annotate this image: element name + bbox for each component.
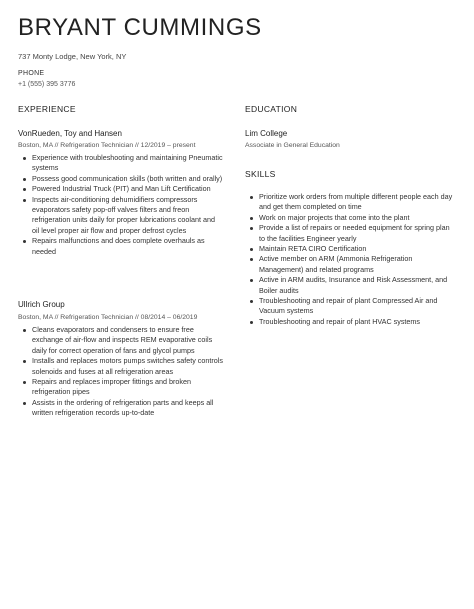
list-item: Assists in the ordering of refrigeration parts and keeps all written refrigeration records up-to-date xyxy=(18,398,223,419)
experience-heading: EXPERIENCE xyxy=(18,104,76,114)
list-item: Provide a list of repairs or needed equipment for spring plan to the facilities Engineer yearly xyxy=(245,223,455,244)
list-item: Repairs and replaces improper fittings and broken refrigeration pipes xyxy=(18,377,223,398)
list-item: Work on major projects that come into the plant xyxy=(245,213,455,223)
school-name: Lim College xyxy=(245,129,288,138)
job-bullet-list xyxy=(18,153,223,257)
list-item: Active member on ARM (Ammonia Refrigeration Management) and related programs xyxy=(245,254,455,275)
list-item: Cleans evaporators and condensers to ensure free exchange of air-flow and inspects REM evaporative coils daily for correct operation of fans and glycol pumps xyxy=(18,325,223,356)
list-item: Troubleshooting and repair of plant Compressed Air and Vacuum systems xyxy=(245,296,455,317)
skills-heading: SKILLS xyxy=(245,169,276,179)
list-item: Powered Industrial Truck (PIT) and Man Lift Certification xyxy=(18,184,223,194)
job-meta: Boston, MA // Refrigeration Technician // 12/2019 – present xyxy=(18,142,196,149)
phone-label: PHONE xyxy=(18,70,45,77)
job-bullet-list xyxy=(18,325,223,419)
phone-number: +1 (555) 395 3776 xyxy=(18,81,76,88)
list-item: Installs and replaces motors pumps switches safety controls solenoids and fuses at all refrigeration areas xyxy=(18,356,223,377)
list-item: Prioritize work orders from multiple different people each day and get them completed on time xyxy=(245,192,455,213)
degree: Associate in General Education xyxy=(245,142,340,149)
skills-list xyxy=(245,192,455,327)
list-item: Active in ARM audits, Insurance and Risk Assessment, and Boiler audits xyxy=(245,275,455,296)
list-item: Possess good communication skills (both written and orally) xyxy=(18,174,223,184)
job-company: VonRueden, Toy and Hansen xyxy=(18,129,122,138)
list-item: Maintain RETA CIRO Certification xyxy=(245,244,455,254)
address: 737 Monty Lodge, New York, NY xyxy=(18,52,127,61)
list-item: Troubleshooting and repair of plant HVAC systems xyxy=(245,317,455,327)
list-item: Repairs malfunctions and does complete overhauls as needed xyxy=(18,236,223,257)
list-item: Inspects air-conditioning dehumidifiers compressors evaporators safety pop-off valves filters and freon refrigeration units daily for proper lubrications coolant and oil level proper air flow and proper defrost cycles xyxy=(18,195,223,237)
candidate-name: BRYANT CUMMINGS xyxy=(18,14,262,41)
job-company: Ullrich Group xyxy=(18,300,65,309)
education-heading: EDUCATION xyxy=(245,104,298,114)
list-item: Experience with troubleshooting and maintaining Pneumatic systems xyxy=(18,153,223,174)
job-meta: Boston, MA // Refrigeration Technician // 08/2014 – 06/2019 xyxy=(18,314,198,321)
